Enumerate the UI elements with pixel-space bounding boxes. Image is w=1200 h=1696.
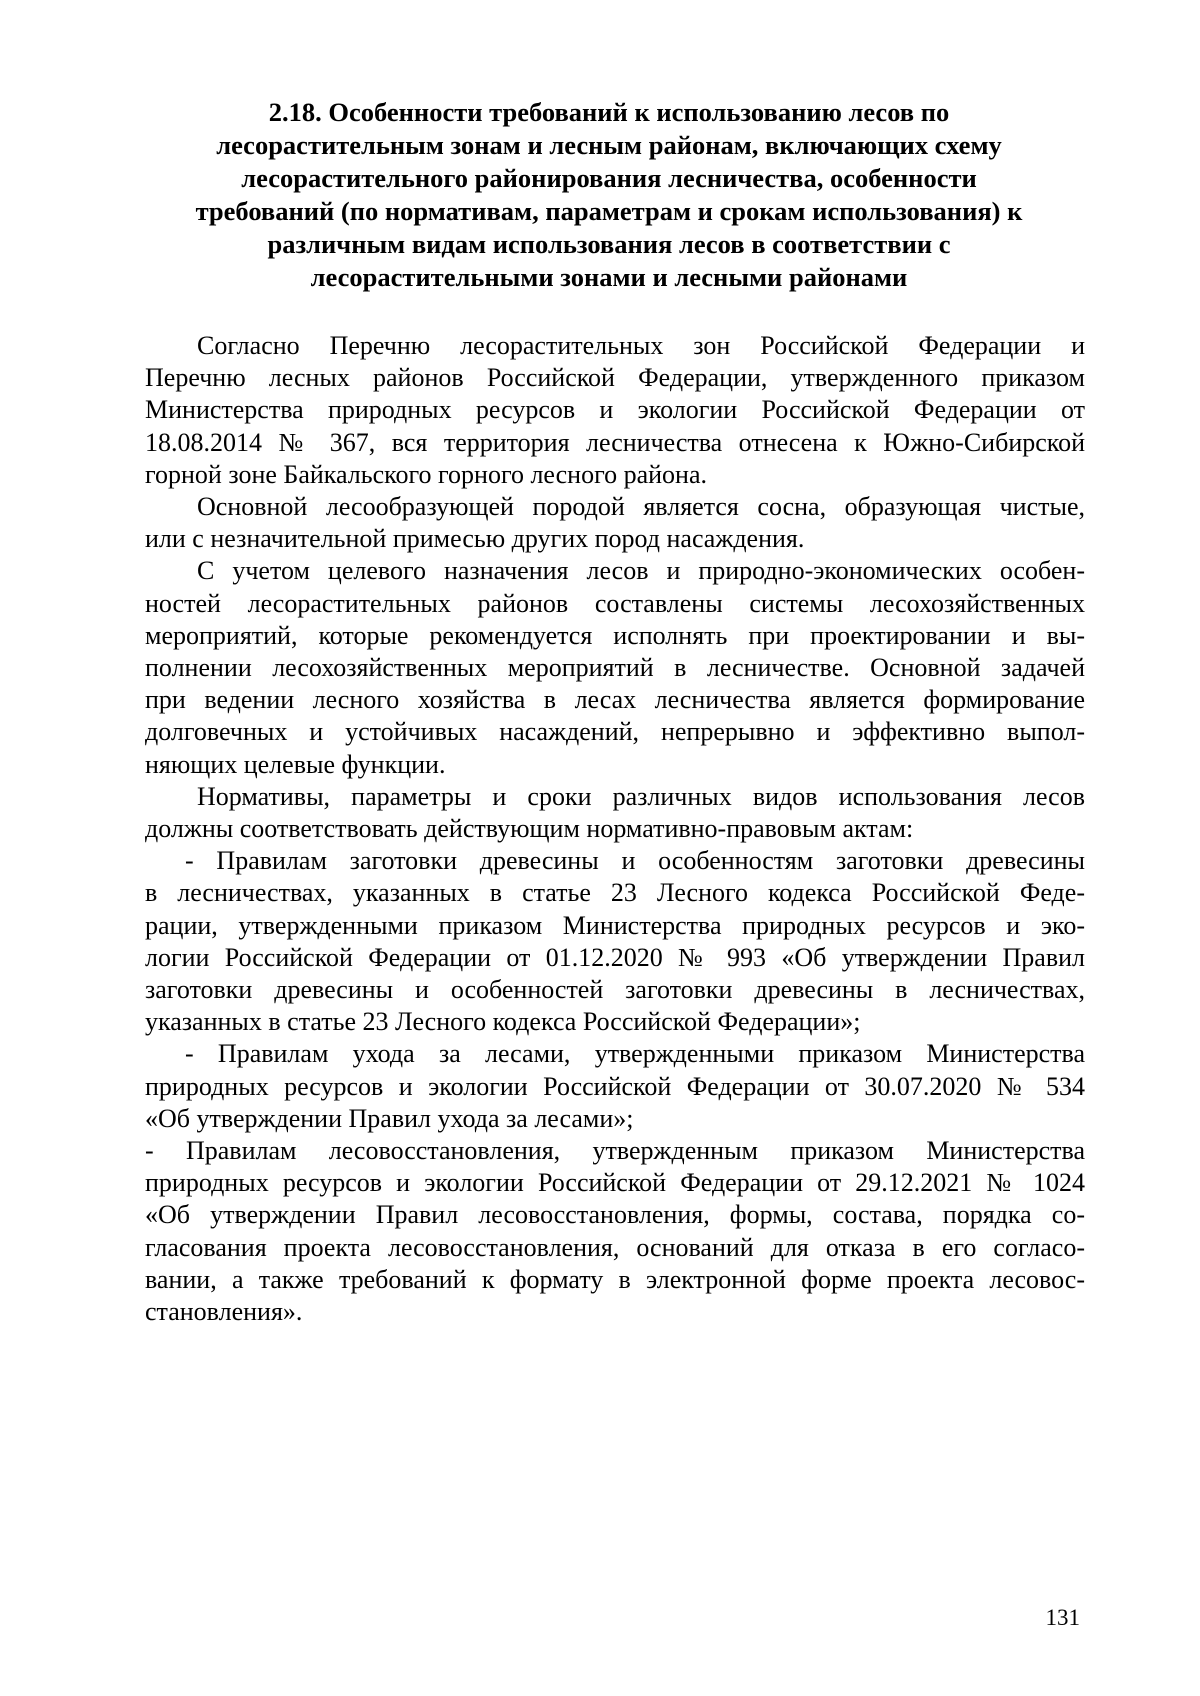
text-line: полнении лесохозяйственных мероприятий в лесничестве. Основной задачей: [145, 653, 1085, 683]
text-line: логии Российской Федерации от 01.12.2020 № 993 «Об утверждении Правил: [145, 942, 1085, 972]
text-line: природных ресурсов и экологии Российской Федерации от 30.07.2020 № 534: [145, 1071, 1085, 1101]
text-line: няющих целевые функции.: [145, 749, 446, 779]
text-line: горной зоне Байкальского горного лесного района.: [145, 459, 707, 489]
text-line: 18.08.2014 № 367, вся территория лесничества отнесена к Южно-Сибирской: [145, 427, 1085, 457]
heading-line: различным видам использования лесов в соответствии с: [267, 229, 951, 259]
text-line: - Правилам заготовки древесины и особенностям заготовки древесины: [185, 846, 1085, 876]
list-item-forest-care-rules: [145, 1038, 1085, 1135]
paragraph-forestry-measures: [145, 555, 1085, 780]
body-text: [145, 330, 1085, 1328]
heading-line: 2.18. Особенности требований к использованию лесов по: [268, 97, 950, 127]
text-line: или с незначительной примесью других пород насаждения.: [145, 524, 805, 554]
paragraph-main-species: [145, 491, 1085, 555]
text-line: С учетом целевого назначения лесов и природно-экономических особен-: [197, 556, 1085, 586]
paragraph-zoning: [145, 330, 1085, 491]
text-line: Министерства природных ресурсов и экологии Российской Федерации от: [145, 395, 1085, 425]
text-line: указанных в статье 23 Лесного кодекса Российской Федерации»;: [145, 1007, 861, 1037]
text-line: гласования проекта лесовосстановления, оснований для отказа в его согласо-: [145, 1232, 1085, 1262]
text-line: Основной лесообразующей породой является сосна, образующая чистые,: [197, 492, 1085, 522]
text-line: «Об утверждении Правил лесовосстановления, формы, состава, порядка со-: [145, 1200, 1085, 1230]
text-line: Согласно Перечню лесорастительных зон Российской Федерации и: [197, 331, 1085, 360]
text-line: Перечню лесных районов Российской Федерации, утвержденного приказом: [145, 363, 1085, 393]
page-number: 131: [1045, 1605, 1080, 1630]
text-line: рации, утвержденными приказом Министерства природных ресурсов и эко-: [145, 910, 1085, 940]
text-line: долговечных и устойчивых насаждений, непрерывно и эффективно выпол-: [145, 717, 1085, 747]
text-line: - Правилам ухода за лесами, утвержденными приказом Министерства: [185, 1039, 1085, 1069]
text-line: природных ресурсов и экологии Российской Федерации от 29.12.2021 № 1024: [145, 1168, 1085, 1198]
heading-line: требований (по нормативам, параметрам и срокам использования) к: [195, 196, 1023, 226]
text-line: становления».: [145, 1297, 303, 1327]
text-line: заготовки древесины и особенностей заготовки древесины в лесничествах,: [145, 975, 1085, 1005]
text-line: - Правилам лесовосстановления, утвержденным приказом Министерства: [145, 1136, 1085, 1166]
text-line: Нормативы, параметры и сроки различных видов использования лесов: [197, 781, 1085, 811]
text-line: мероприятий, которые рекомендуется исполнять при проектировании и вы-: [145, 620, 1085, 650]
heading-line: лесорастительными зонами и лесными районами: [310, 262, 908, 292]
text-line: должны соответствовать действующим нормативно-правовым актам:: [145, 814, 914, 844]
heading-line: лесорастительным зонам и лесным районам, включающих схему: [216, 130, 1002, 160]
heading-line: лесорастительного районирования лесничества, особенности: [241, 163, 977, 193]
text-line: ностей лесорастительных районов составлены системы лесохозяйственных: [145, 588, 1085, 618]
text-line: «Об утверждении Правил ухода за лесами»;: [145, 1103, 634, 1133]
section-heading: [150, 96, 1068, 294]
list-item-reforestation-rules: [145, 1135, 1085, 1328]
text-line: при ведении лесного хозяйства в лесах лесничества является формирование: [145, 685, 1085, 715]
text-line: вании, а также требований к формату в электронной форме проекта лесовос-: [145, 1264, 1085, 1294]
text-line: в лесничествах, указанных в статье 23 Лесного кодекса Российской Феде-: [145, 878, 1085, 908]
paragraph-norms: [145, 781, 1085, 845]
list-item-harvesting-rules: [145, 845, 1085, 1038]
